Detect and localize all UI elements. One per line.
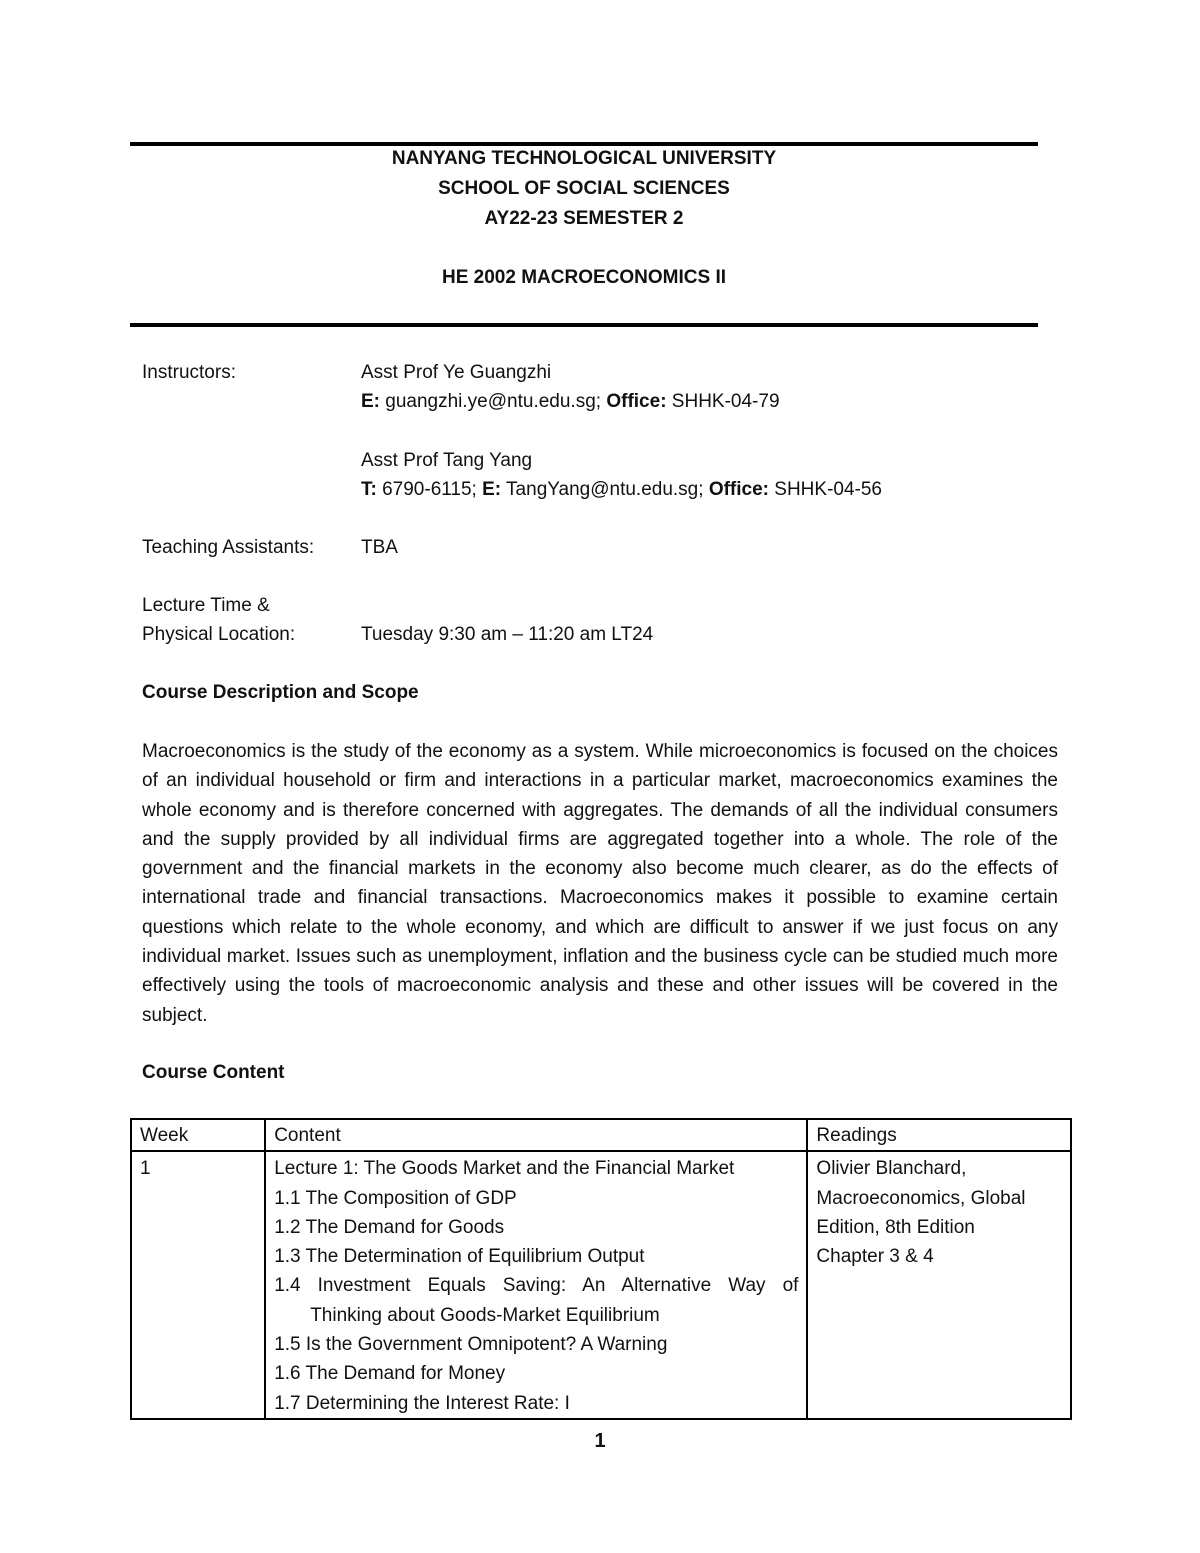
university-name: NANYANG TECHNOLOGICAL UNIVERSITY (391, 148, 777, 169)
page-number: 1 (594, 1430, 606, 1452)
instructor-1-email: guangzhi.ye@ntu.edu.sg; (380, 391, 607, 412)
week-cell: 1 (131, 1151, 265, 1419)
topic-item: 1.3 The Determination of Equilibrium Output (274, 1246, 645, 1268)
reading-line: Edition, 8th Edition (816, 1216, 975, 1238)
email-label: E: (361, 391, 380, 412)
document-header (130, 144, 1038, 234)
phone-label: T: (361, 479, 377, 500)
instructor-2-contact (361, 475, 882, 504)
instructor-2-name: Asst Prof Tang Yang (361, 450, 533, 471)
topic-item: 1.1 The Composition of GDP (274, 1187, 517, 1209)
office-label: Office: (708, 479, 769, 500)
lecture-label-line2: Physical Location: (142, 624, 296, 645)
topic-item: 1.4 Investment Equals Saving: An Alternative Way of (274, 1275, 799, 1297)
course-title-block (130, 263, 1038, 293)
table-header-row (131, 1119, 1071, 1151)
topic-item: 1.6 The Demand for Money (274, 1363, 506, 1385)
topic-item: 1.2 The Demand for Goods (274, 1216, 505, 1238)
instructors-label: Instructors: (142, 362, 236, 383)
table-row (131, 1151, 1071, 1419)
ta-label: Teaching Assistants: (142, 537, 315, 558)
term: AY22-23 SEMESTER 2 (484, 208, 684, 229)
reading-line: Olivier Blanchard, (816, 1158, 967, 1180)
school-name: SCHOOL OF SOCIAL SCIENCES (438, 178, 730, 199)
topic-item-continuation: Thinking about Goods-Market Equilibrium (310, 1304, 660, 1326)
instructor-1-office: SHHK-04-79 (666, 391, 780, 412)
reading-line: Chapter 3 & 4 (816, 1246, 934, 1268)
ta-value: TBA (361, 537, 398, 558)
instructor-1-name: Asst Prof Ye Guangzhi (361, 362, 552, 383)
lecture-label-line1: Lecture Time & (142, 595, 270, 616)
lecture-title: Lecture 1: The Goods Market and the Financial Market (274, 1158, 735, 1180)
email-label: E: (482, 479, 502, 500)
course-title: HE 2002 MACROECONOMICS II (442, 267, 726, 288)
course-content-table (130, 1118, 1072, 1420)
instructor-2-phone: 6790-6115; (376, 479, 483, 500)
instructor-2-office: SHHK-04-56 (769, 479, 882, 500)
readings-cell (807, 1151, 1071, 1419)
column-header-content: Content (265, 1119, 807, 1151)
lecture-time-location: Tuesday 9:30 am – 11:20 am LT24 (361, 624, 654, 645)
office-label: Office: (606, 391, 667, 412)
description-paragraph: Macroeconomics is the study of the economy as a system. While microeconomics is focused on the choices of an individual household or firm and interactions in a particular market, macroeconomics examines the whole economy and is therefore concerned with aggregates. The demands of all the individual consumers and the supply provided by all individual firms are aggregated together into a whole. The role of the government and the financial markets in the economy also become much clearer, as do the effects of international trade and financial transactions. Macroeconomics makes it possible to examine certain questions which relate to the whole economy, and which are difficult to answer if we just focus on any individual market. Issues such as unemployment, inflation and the business cycle can be studied much more effectively using the tools of macroeconomic analysis and these and other issues will be covered in the subject. (142, 741, 1058, 1026)
content-heading: Course Content (142, 1062, 285, 1083)
topic-item: 1.5 Is the Government Omnipotent? A Warning (274, 1334, 668, 1356)
reading-line: Macroeconomics, Global (816, 1187, 1026, 1209)
column-header-week: Week (131, 1119, 265, 1151)
instructor-2-email: TangYang@ntu.edu.sg; (501, 479, 709, 500)
header-bottom-rule (130, 323, 1038, 327)
content-cell (265, 1151, 807, 1419)
instructor-1-contact (361, 387, 780, 416)
column-header-readings: Readings (807, 1119, 1071, 1151)
description-heading: Course Description and Scope (142, 682, 419, 703)
topic-item: 1.7 Determining the Interest Rate: I (274, 1392, 570, 1414)
